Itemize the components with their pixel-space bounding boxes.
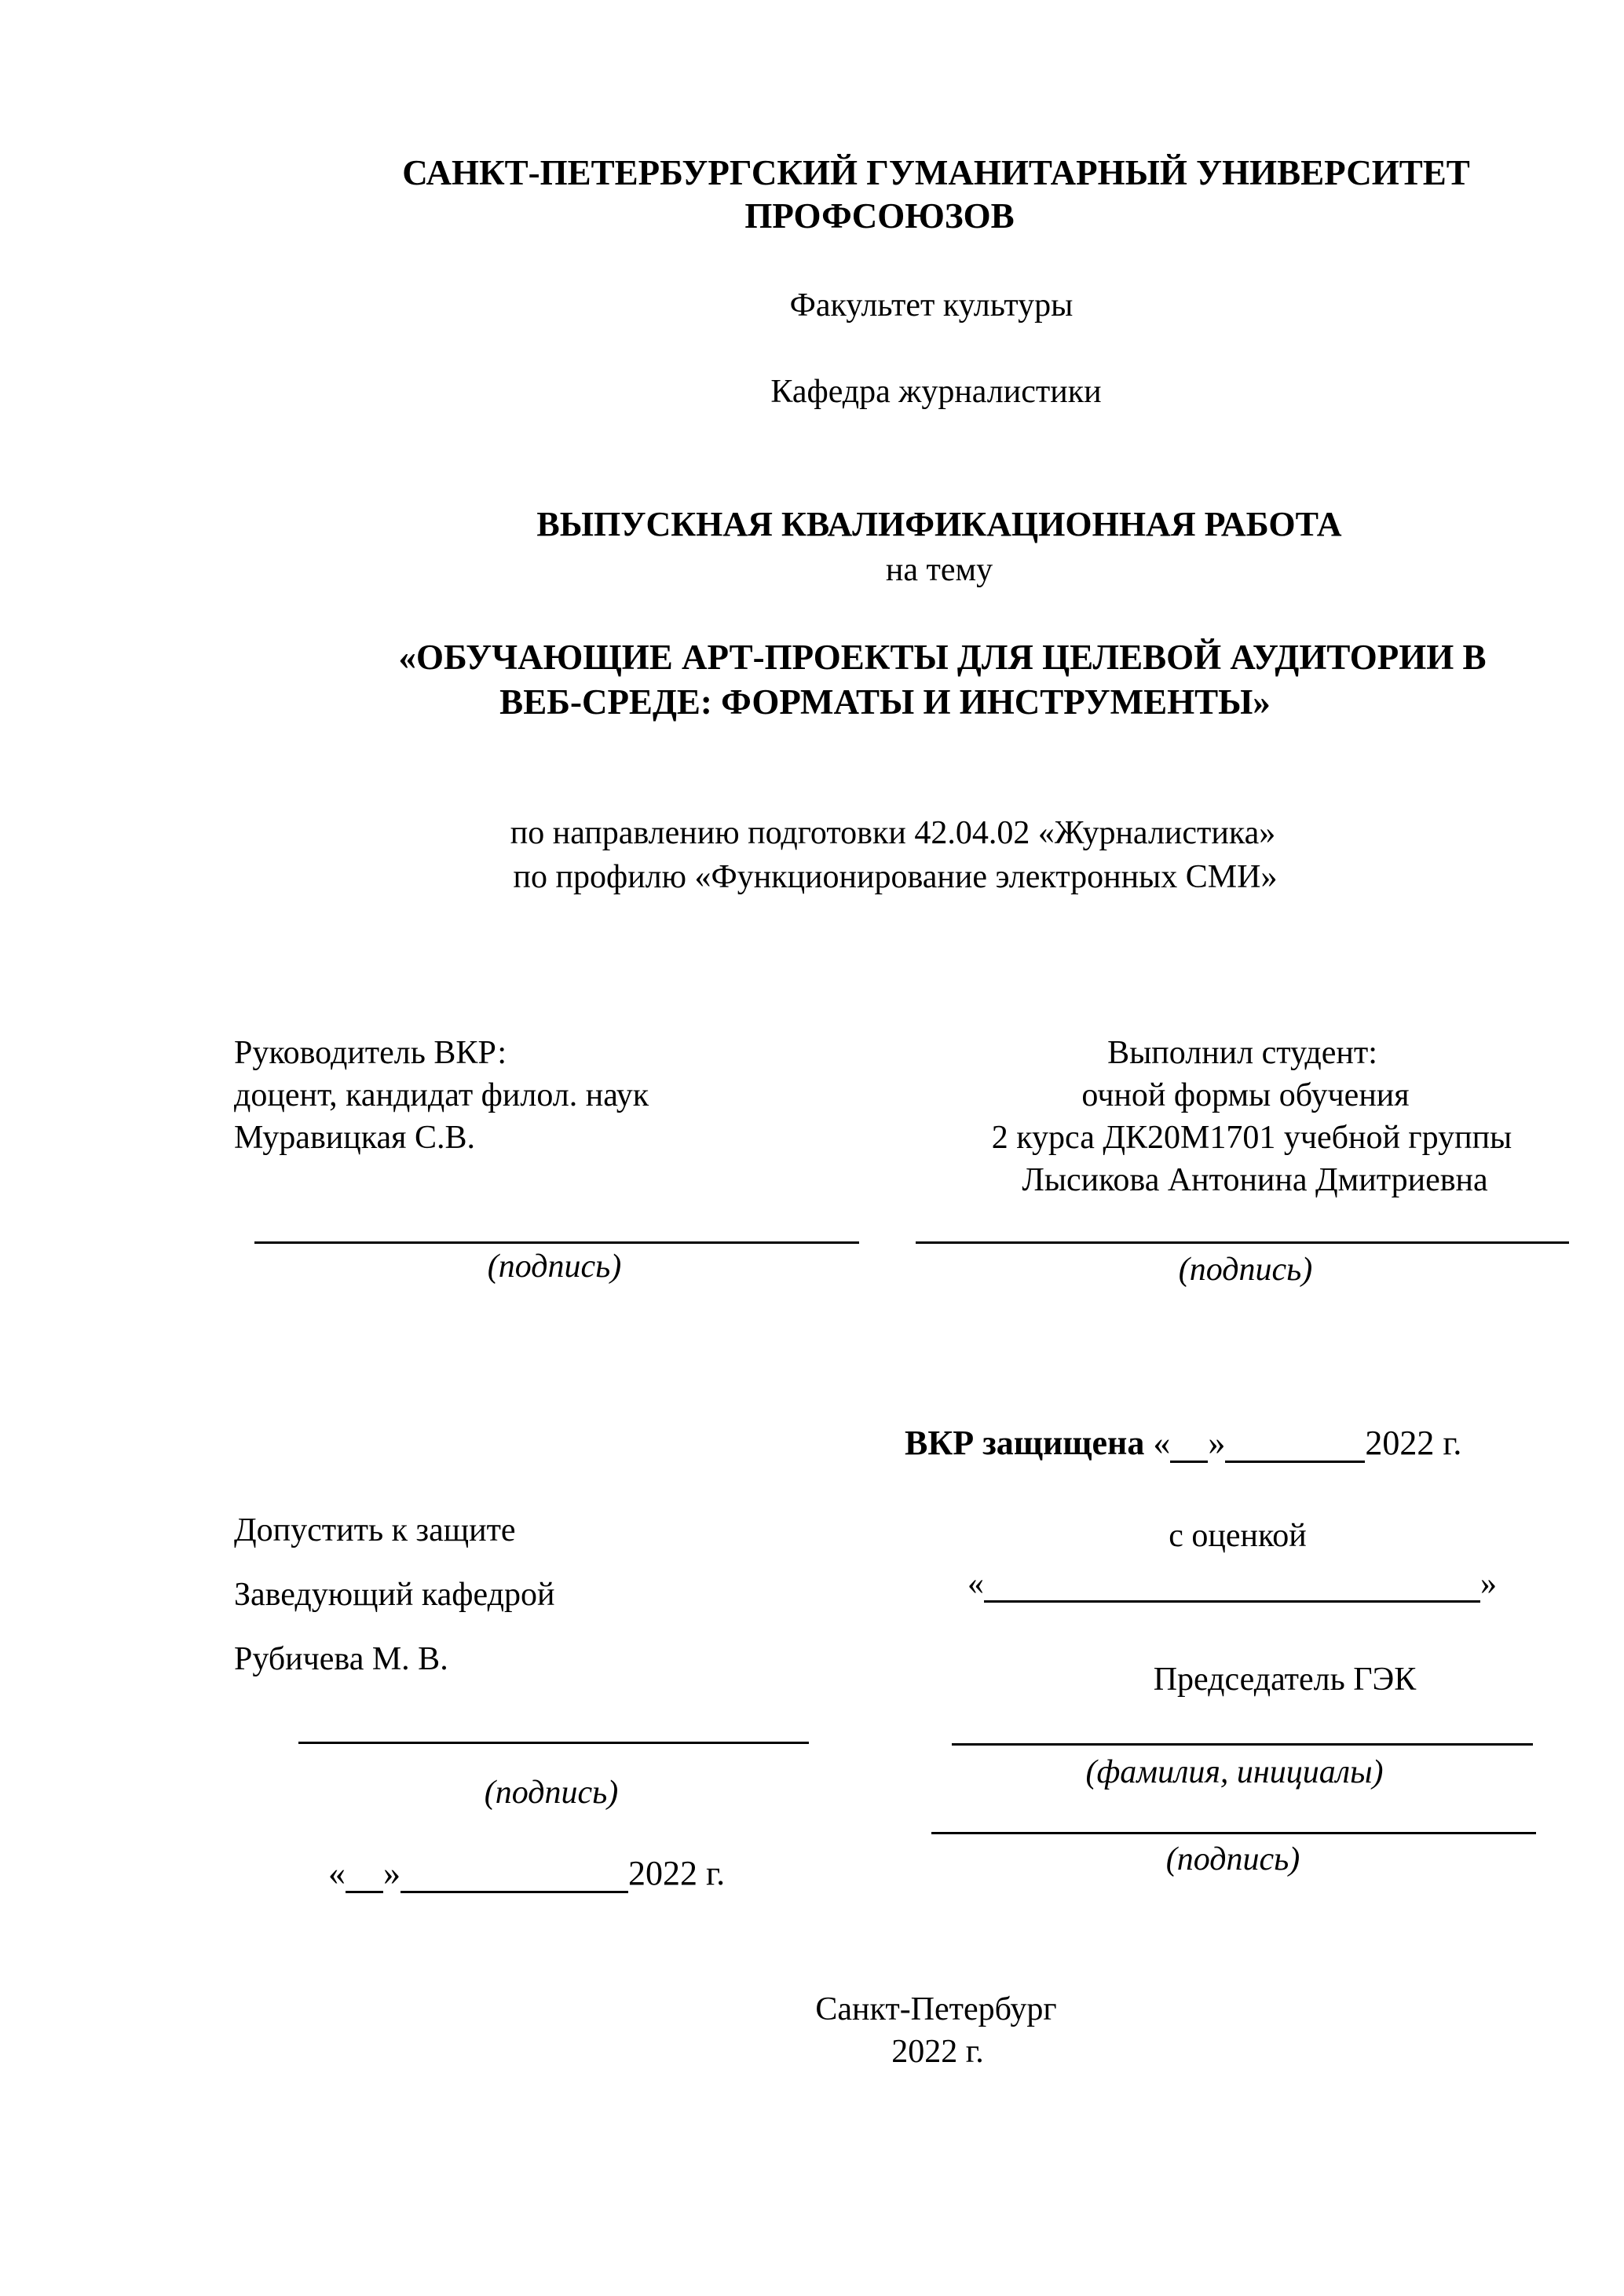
- university-name-line2: ПРОФСОЮЗОВ: [744, 196, 1015, 236]
- admission-month-blank: [401, 1856, 628, 1893]
- defense-day-blank: [1170, 1426, 1208, 1463]
- supervisor-position: доцент, кандидат филол. наук: [234, 1077, 649, 1113]
- admission-open-quote: «: [328, 1854, 346, 1892]
- student-signature-line: [916, 1241, 1569, 1244]
- gek-signature-caption: (подпись): [1165, 1841, 1300, 1877]
- footer-year: 2022 г.: [891, 2034, 984, 2070]
- defense-grade-line: [967, 1567, 1497, 1603]
- department-name: Кафедра журналистики: [770, 374, 1102, 410]
- admission-year: 2022 г.: [628, 1854, 726, 1892]
- program-direction: по направлению подготовки 42.04.02 «Журналистика»: [510, 815, 1276, 851]
- defense-grade-label: с оценкой: [1169, 1518, 1307, 1554]
- supervisor-signature-line: [254, 1241, 859, 1244]
- supervisor-label: Руководитель ВКР:: [234, 1035, 507, 1071]
- admission-close-quote: »: [383, 1854, 401, 1892]
- defense-year: 2022 г.: [1365, 1424, 1462, 1462]
- grade-open-quote: «: [967, 1566, 984, 1602]
- university-name-line1: САНКТ-ПЕТЕРБУРГСКИЙ ГУМАНИТАРНЫЙ УНИВЕРСИТЕТ: [402, 153, 1470, 192]
- supervisor-signature-caption: (подпись): [487, 1249, 622, 1285]
- department-head-name: Рубичева М. В.: [234, 1641, 448, 1677]
- head-signature-line: [298, 1742, 809, 1744]
- gek-name-caption: (фамилия, инициалы): [1085, 1754, 1384, 1790]
- student-group: 2 курса ДК20М1701 учебной группы: [991, 1120, 1512, 1156]
- footer-city: Санкт-Петербург: [815, 1991, 1057, 2027]
- student-study-form: очной формы обучения: [1081, 1077, 1410, 1113]
- department-head-label: Заведующий кафедрой: [234, 1577, 555, 1613]
- faculty-name: Факультет культуры: [789, 287, 1074, 324]
- program-profile: по профилю «Функционирование электронных СМИ»: [513, 859, 1278, 895]
- topic-title-line1: «ОБУЧАЮЩИЕ АРТ-ПРОЕКТЫ ДЛЯ ЦЕЛЕВОЙ АУДИТОРИИ В: [398, 638, 1487, 677]
- work-type-title: ВЫПУСКНАЯ КВАЛИФИКАЦИОННАЯ РАБОТА: [536, 505, 1342, 543]
- student-signature-caption: (подпись): [1178, 1252, 1313, 1288]
- defense-date-line: [905, 1426, 1461, 1463]
- gek-name-line: [952, 1743, 1533, 1746]
- admission-day-blank: [346, 1856, 383, 1893]
- student-label: Выполнил студент:: [1107, 1035, 1377, 1071]
- defense-open-quote: «: [1153, 1424, 1171, 1462]
- grade-close-quote: »: [1480, 1566, 1497, 1602]
- student-name: Лысикова Антонина Дмитриевна: [1022, 1162, 1488, 1198]
- supervisor-name: Муравицкая С.В.: [234, 1120, 475, 1156]
- topic-title-line2: ВЕБ-СРЕДЕ: ФОРМАТЫ И ИНСТРУМЕНТЫ»: [499, 682, 1271, 722]
- gek-chair-label: Председатель ГЭК: [1153, 1662, 1417, 1698]
- grade-blank: [984, 1567, 1480, 1603]
- admission-allow-label: Допустить к защите: [234, 1512, 516, 1548]
- defense-label: ВКР защищена: [905, 1424, 1145, 1462]
- on-topic-label: на тему: [885, 552, 993, 588]
- head-signature-caption: (подпись): [484, 1775, 619, 1811]
- defense-month-blank: [1225, 1426, 1365, 1463]
- gek-signature-line: [931, 1832, 1536, 1834]
- defense-close-quote: »: [1208, 1424, 1226, 1462]
- admission-date-line: [328, 1856, 725, 1893]
